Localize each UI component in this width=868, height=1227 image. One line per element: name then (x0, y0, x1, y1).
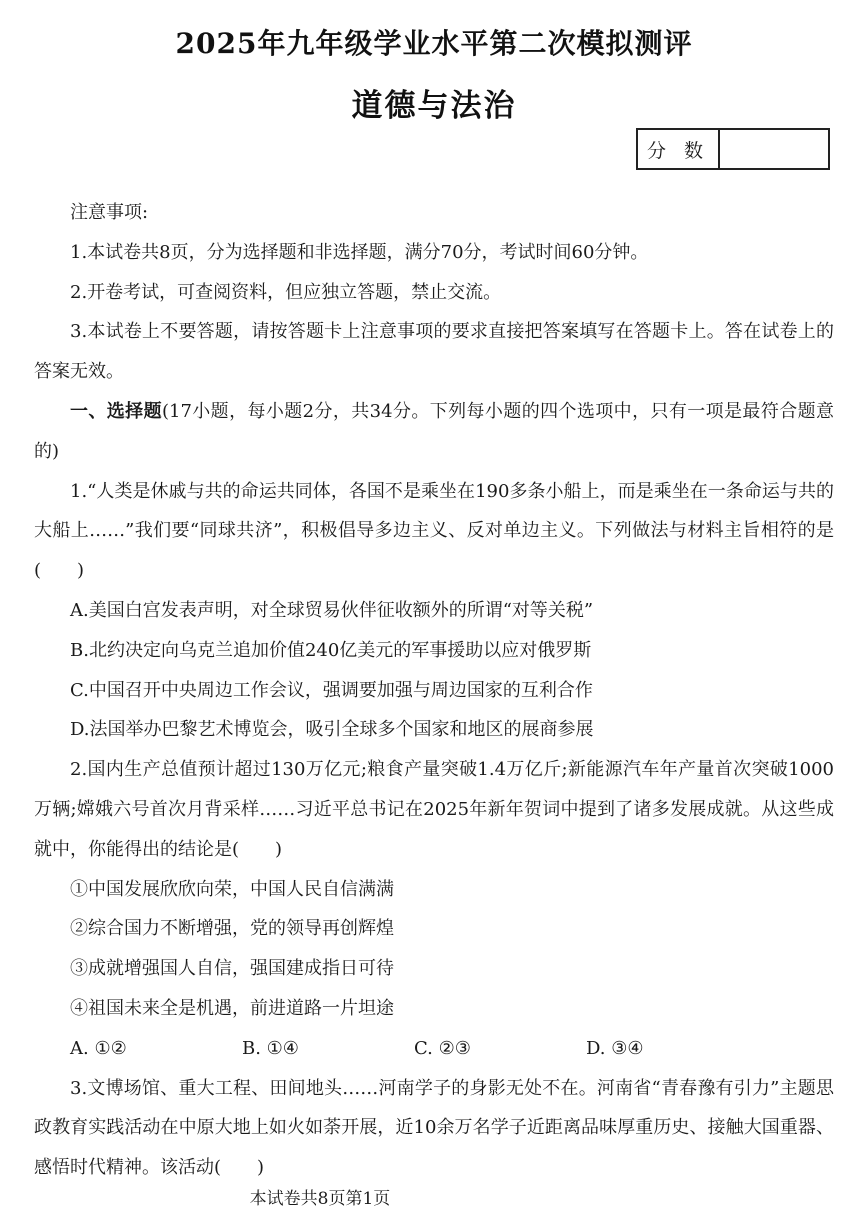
question-2-statement-3: ③成就增强国人自信，强国建成指日可待 (70, 958, 394, 980)
section-label: 一、选择题 (70, 400, 162, 422)
question-2-stem: 2.国内生产总值预计超过130万亿元;粮食产量突破1.4万亿斤;新能源汽车年产量首次突破1000万辆;嫦娥六号首次月背采样……习近平总书记在2025年新年贺词中提到了诸多发展成就。从这些成就中，你能得出的结论是( ) (34, 759, 834, 860)
notice-item: 1.本试卷共8页，分为选择题和非选择题，满分70分，考试时间60分钟。 (70, 241, 649, 263)
score-field (720, 130, 828, 168)
question-2-option-d: D. ③④ (586, 1037, 644, 1059)
question-1-option-a: A.美国白宫发表声明，对全球贸易伙伴征收额外的所谓“对等关税” (70, 599, 594, 621)
question-2-statement-1: ①中国发展欣欣向荣，中国人民自信满满 (70, 878, 394, 900)
notice-heading: 注意事项: (70, 202, 149, 223)
notice-item: 3.本试卷上不要答题，请按答题卡上注意事项的要求直接把答案填写在答题卡上。答在试卷上的答案无效。 (34, 321, 834, 383)
question-3-stem: 3.文博场馆、重大工程、田间地头……河南学子的身影无处不在。河南省“青春豫有引力”主题思政教育实践活动在中原大地上如火如荼开展，近10余万名学子近距离品味厚重历史、接触大国重器、感悟时代精神。该活动( ) (34, 1077, 834, 1179)
question-2-options (34, 1029, 834, 1069)
question-2-option-a: A. ①② (70, 1037, 127, 1059)
exam-title: 2025年九年级学业水平第二次模拟测评 (175, 27, 693, 60)
question-2-option-b: B. ①④ (242, 1037, 299, 1059)
section-instruction: (17小题，每小题2分，共34分。下列每小题的四个选项中，只有一项是最符合题意的) (34, 400, 834, 462)
question-2-statement-2: ②综合国力不断增强，党的领导再创辉煌 (70, 918, 394, 940)
question-2-option-c: C. ②③ (414, 1037, 471, 1059)
section-heading (34, 392, 834, 472)
question-1-stem: 1.“人类是休戚与共的命运共同体，各国不是乘坐在190多条小船上，而是乘坐在一条命运与共的大船上……”我们要“同球共济”，积极倡导多边主义、反对单边主义。下列做法与材料主旨相符的是( ) (34, 480, 834, 582)
question-1-option-d: D.法国举办巴黎艺术博览会，吸引全球多个国家和地区的展商参展 (70, 719, 594, 741)
notice-item: 2.开卷考试，可查阅资料，但应独立答题，禁止交流。 (70, 281, 502, 303)
question-1-option-b: B.北约决定向乌克兰追加价值240亿美元的军事援助以应对俄罗斯 (70, 639, 592, 661)
subject-title: 道德与法治 (351, 88, 517, 124)
question-1-option-c: C.中国召开中央周边工作会议，强调要加强与周边国家的互利合作 (70, 679, 593, 701)
score-label: 分 数 (638, 130, 720, 168)
score-box (636, 128, 830, 170)
exam-body (34, 193, 834, 1188)
page-footer: 本试卷共8页第1页 (249, 1189, 391, 1209)
question-2-statement-4: ④祖国未来全是机遇，前进道路一片坦途 (70, 997, 394, 1019)
